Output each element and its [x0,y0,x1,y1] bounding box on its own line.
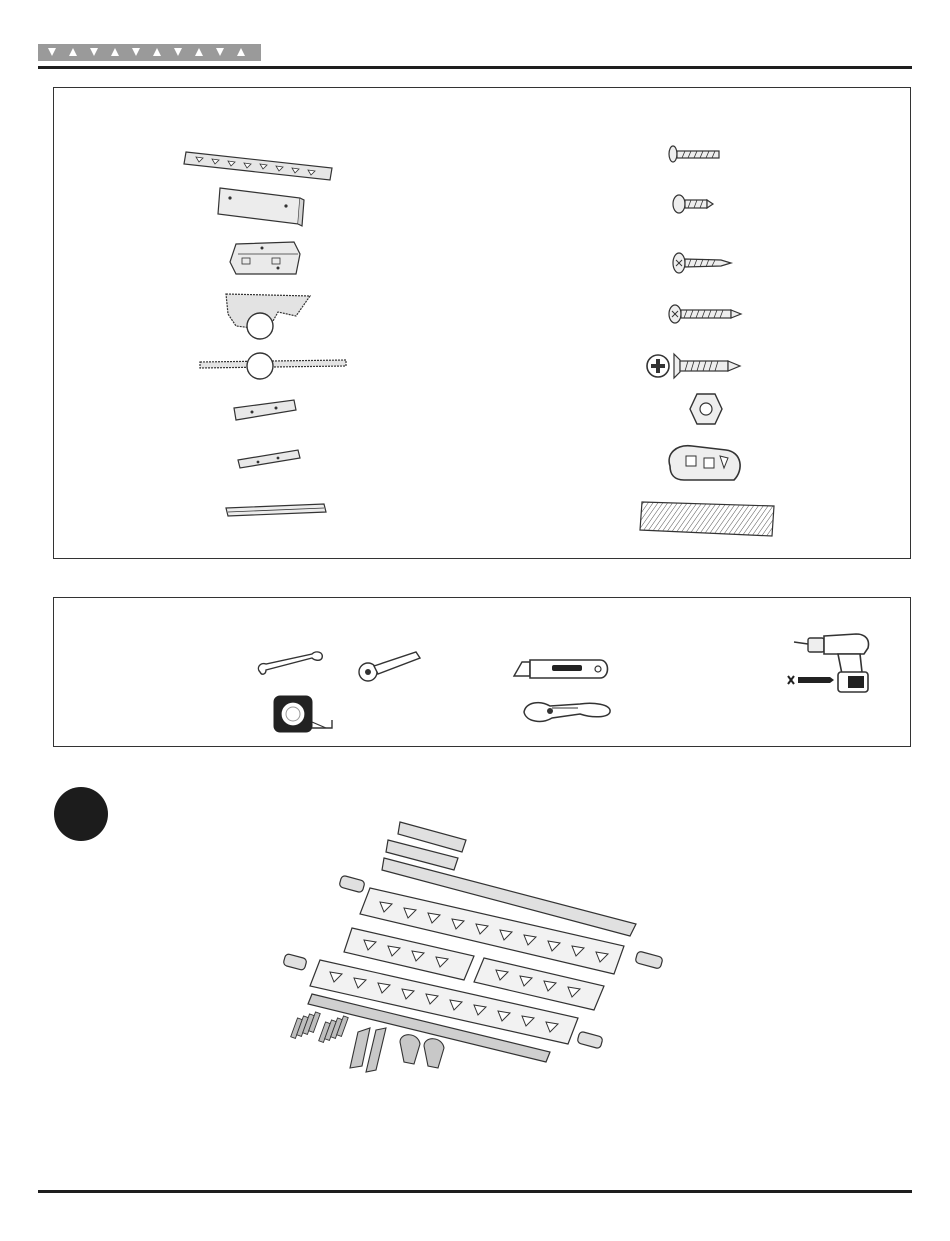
wood-screw-icon [671,250,733,276]
long-rail-section-icon [198,352,348,384]
parts-panel [53,87,911,559]
long-flat-head-screw-icon [667,144,723,166]
coupler-block-icon [228,238,304,280]
exploded-rail-kit-icon [280,816,670,1080]
bottom-rule [38,1190,912,1193]
end-clip-1 [400,1035,420,1064]
self-drilling-screw-icon [667,302,743,326]
utility-knife-icon [512,656,612,682]
phillips-head-drill-screw-icon [644,350,744,382]
top-rule [38,66,912,69]
perforated-rail-icon [184,150,334,184]
short-pan-head-screw-icon [671,192,717,216]
phillips-bit-icon [786,672,834,688]
locking-pliers-icon [520,696,614,730]
tools-panel [53,597,911,747]
socket-wrench-icon [354,650,422,684]
coupler-right-bottom [577,1031,603,1049]
step-badge-icon [54,787,108,841]
short-splice-bracket-icon [232,398,298,424]
adhesive-pad-icon [638,496,778,540]
screw-bundle-right [319,1016,349,1043]
end-channel-icon [224,500,328,520]
triangle-pattern-logo-icon [38,44,261,61]
hex-nut-icon [688,392,724,426]
coupler-right-top [635,951,663,969]
end-clip-2 [424,1039,444,1068]
small-splice-bracket-icon [236,448,302,472]
tape-measure-icon [272,694,338,736]
channel-bracket-icon [216,186,306,228]
angled-rail-section-icon [222,290,314,342]
coupler-left-bottom [283,953,307,970]
end-cap-clip-icon [664,440,746,486]
coupler-left-top [339,875,365,893]
open-end-wrench-icon [256,650,326,680]
splice-bracket-1 [350,1028,370,1068]
screw-bundle-left [291,1012,321,1039]
